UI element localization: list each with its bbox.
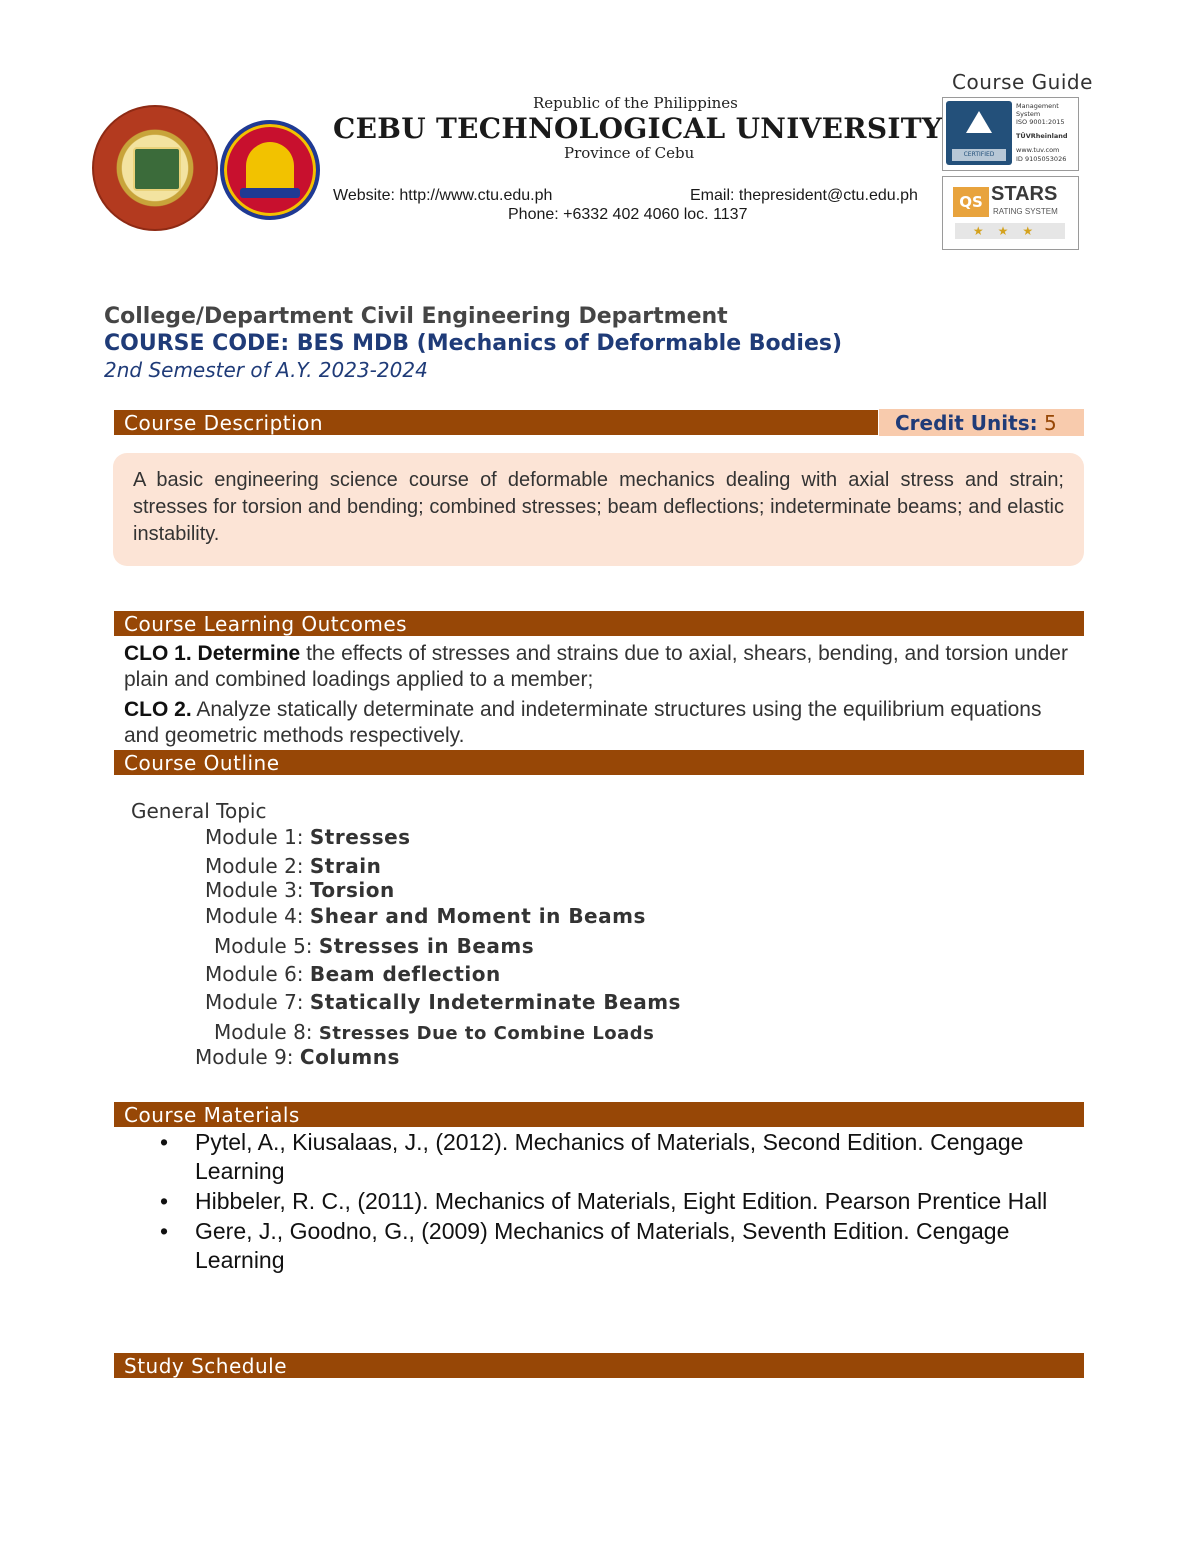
module-item: [205, 878, 395, 902]
tuv-triangle-icon: [966, 111, 992, 133]
qs-stars-badge: [942, 176, 1079, 250]
tuv-logo-icon: [946, 101, 1012, 165]
module-label: Module 3:: [205, 878, 304, 902]
module-label: Module 5:: [214, 934, 313, 958]
cert-line-tuv: TÜVRheinland: [1016, 132, 1068, 140]
department-line: College/Department Civil Engineering Department: [104, 304, 728, 329]
module-item: [195, 1045, 400, 1069]
semester-line: 2nd Semester of A.Y. 2023-2024: [104, 358, 428, 382]
material-text: Hibbeler, R. C., (2011). Mechanics of Materials, Eight Edition. Pearson Prentice Hall: [195, 1188, 1048, 1214]
qs-logo-icon: QS: [953, 187, 989, 217]
bullet-icon: •: [160, 1218, 169, 1244]
clo-verb: Determine: [197, 642, 301, 665]
course-outline-header: Course Outline: [114, 750, 1084, 775]
asean-band: [240, 188, 300, 198]
material-item: [160, 1128, 1060, 1186]
module-item: [214, 1020, 654, 1044]
phone-line: Phone: +6332 402 4060 loc. 1137: [508, 206, 748, 223]
module-item: [205, 825, 411, 849]
module-item: [205, 990, 681, 1014]
star-rating-icon: ★★★: [955, 223, 1065, 239]
email-line[interactable]: Email: thepresident@ctu.edu.ph: [690, 187, 918, 204]
material-text: Pytel, A., Kiusalaas, J., (2012). Mechanics of Materials, Second Edition. Cengage Learning: [195, 1129, 1024, 1184]
asean-logo: [220, 120, 320, 220]
course-description-text: A basic engineering science course of deformable mechanics dealing with axial stress and strain; stresses for torsion and bending; combined stresses; beam deflections; indeterminate beams; and elastic instability.: [113, 453, 1084, 566]
module-label: Module 2:: [205, 854, 304, 878]
clo-text: Analyze statically determinate and indeterminate structures using the equilibrium equations and geometric methods respectively.: [124, 698, 1042, 747]
module-item: [205, 962, 501, 986]
module-title: Columns: [299, 1045, 400, 1069]
module-title: Statically Indeterminate Beams: [309, 990, 681, 1014]
clo-label: CLO 2.: [124, 698, 192, 721]
republic-line: Republic of the Philippines: [533, 94, 738, 112]
university-seal-logo: [92, 105, 218, 231]
module-label: Module 4:: [205, 904, 304, 928]
module-label: Module 9:: [195, 1045, 294, 1069]
course-code: COURSE CODE: BES MDB (Mechanics of Deformable Bodies): [104, 331, 843, 356]
module-item: [214, 934, 534, 958]
bullet-icon: •: [160, 1188, 169, 1214]
cert-line-site: www.tuv.com: [1016, 146, 1060, 154]
course-guide-label: Course Guide: [952, 70, 1093, 94]
cert-line-id: ID 9105053026: [1016, 155, 1067, 163]
course-materials-header: Course Materials: [114, 1102, 1084, 1127]
module-label: Module 7:: [205, 990, 304, 1014]
material-text: Gere, J., Goodno, G., (2009) Mechanics of Materials, Seventh Edition. Cengage Learning: [195, 1218, 1010, 1273]
module-title: Stresses Due to Combine Loads: [318, 1023, 655, 1044]
clo-item: [124, 641, 1074, 693]
qs-stars-word: STARS: [991, 183, 1058, 205]
bullet-icon: •: [160, 1129, 169, 1155]
qs-rating-system: RATING SYSTEM: [993, 207, 1058, 216]
module-label: Module 8:: [214, 1020, 313, 1044]
course-description-header: Course Description: [114, 410, 878, 435]
website-line[interactable]: Website: http://www.ctu.edu.ph: [333, 187, 553, 204]
cert-line-system: System: [1016, 110, 1041, 118]
module-title: Strain: [309, 854, 382, 878]
module-title: Beam deflection: [309, 962, 501, 986]
module-item: [205, 854, 381, 878]
study-schedule-header: Study Schedule: [114, 1353, 1084, 1378]
clo-label: CLO 1.: [124, 642, 192, 665]
module-title: Stresses: [309, 825, 411, 849]
asean-rice-stalks: [246, 142, 294, 194]
credit-units-value: 5: [1043, 411, 1057, 435]
module-label: Module 1:: [205, 825, 304, 849]
material-item: [160, 1217, 1060, 1275]
module-title: Torsion: [309, 878, 395, 902]
module-title: Stresses in Beams: [318, 934, 535, 958]
cert-line-management: Management: [1016, 102, 1059, 110]
clo-item: [124, 697, 1074, 749]
seal-emblem: [133, 147, 181, 191]
material-item: [160, 1187, 1060, 1216]
credit-units-label: Credit Units:: [895, 411, 1038, 435]
module-title: Shear and Moment in Beams: [309, 904, 646, 928]
tuv-certified-label: CERTIFIED: [952, 149, 1006, 161]
general-topic-label: General Topic: [131, 799, 267, 823]
module-label: Module 6:: [205, 962, 304, 986]
iso-certification-badge: [942, 97, 1079, 171]
materials-list: [160, 1128, 1060, 1276]
clo-text: the effects of stresses and strains due to axial, shears, bending, and torsion under plain and combined loadings applied to a member;: [124, 642, 1068, 691]
credit-units-box: [879, 409, 1084, 436]
university-name: CEBU TECHNOLOGICAL UNIVERSITY: [333, 112, 943, 145]
cert-line-iso: ISO 9001:2015: [1016, 118, 1065, 126]
module-item: [205, 904, 646, 928]
learning-outcomes-header: Course Learning Outcomes: [114, 611, 1084, 636]
province-line: Province of Cebu: [564, 144, 695, 162]
